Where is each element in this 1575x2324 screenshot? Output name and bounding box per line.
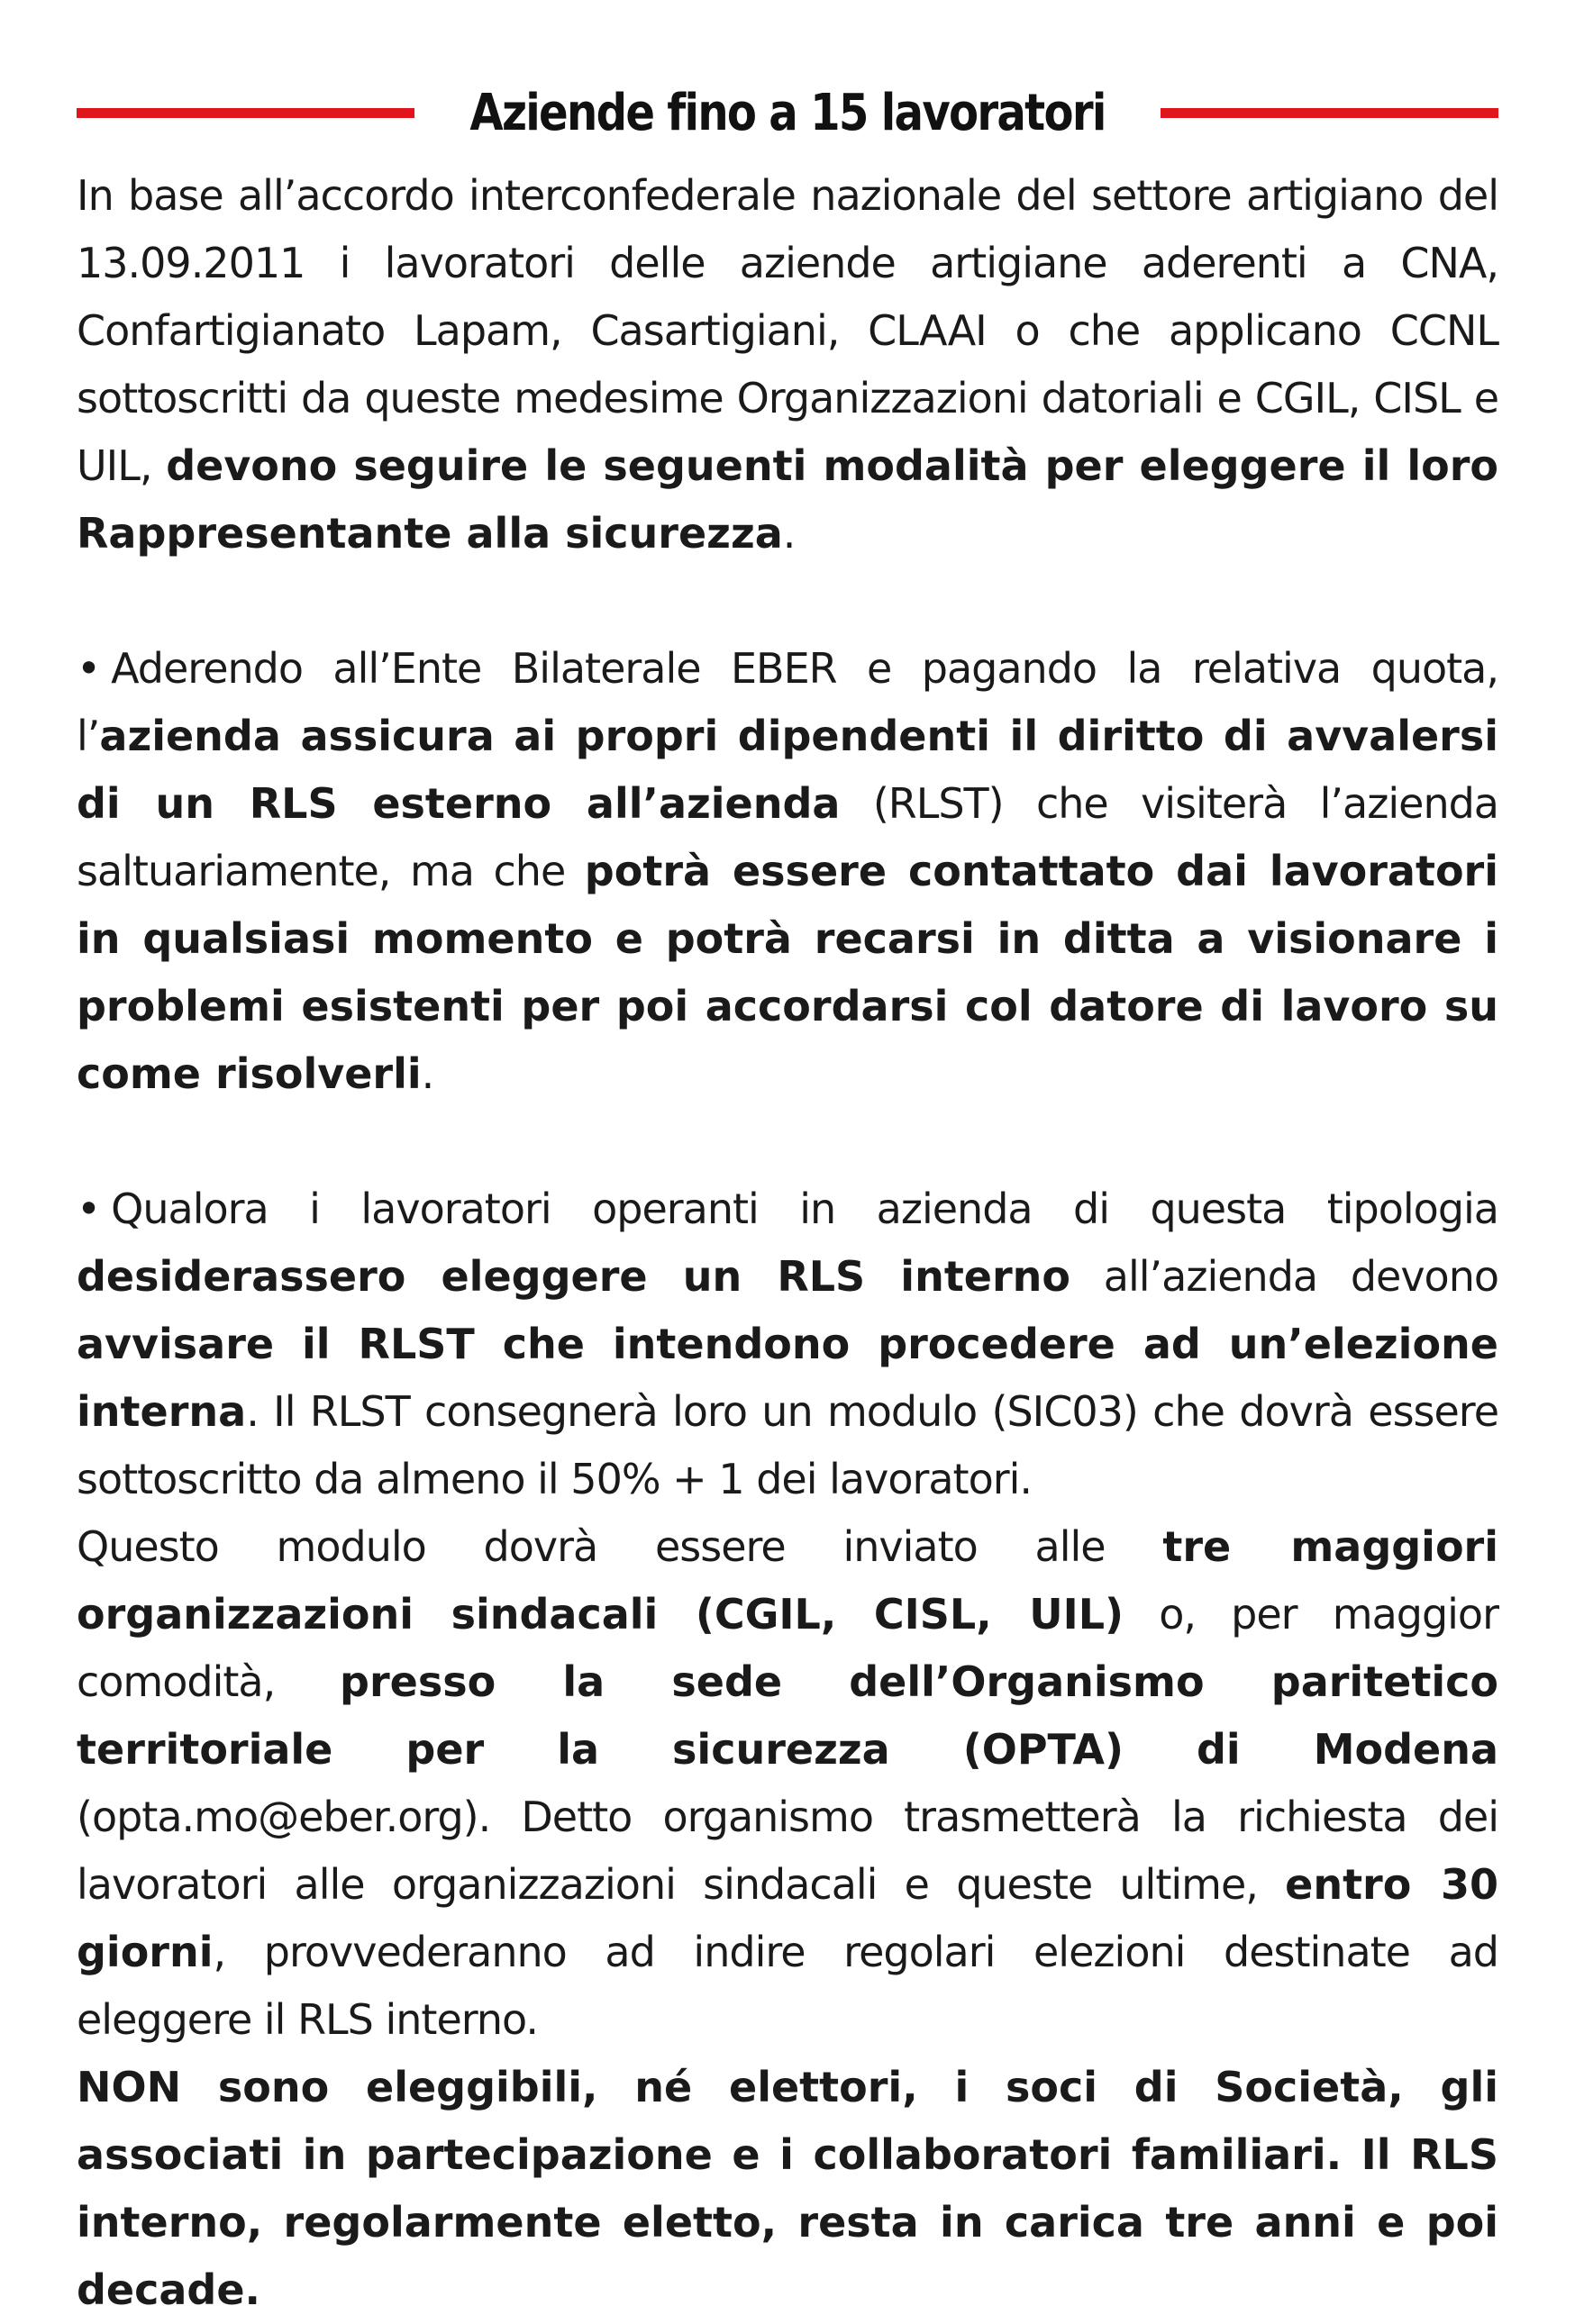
right-red-rule — [1161, 108, 1498, 118]
left-red-rule — [77, 108, 414, 118]
para3-text-3: (opta.mo@eber.org). Detto organismo trasmetterà la richiesta dei lavoratori alle organizzazioni sindacali e queste ultime, — [77, 1793, 1498, 1909]
para3-text-1: Questo modulo dovrà essere inviato alle — [77, 1522, 1163, 1571]
bullet2-text-3: . Il RLST consegnerà loro un modulo (SIC03) che dovrà essere sottoscritto da almeno il 50% + 1 dei lavoratori. — [77, 1387, 1498, 1503]
para3-bold-3: entro 30 giorni — [77, 1860, 1498, 1976]
bullet1-bold-2: potrà essere contattato dai lavoratori in qualsiasi momento e potrà recarsi in ditta a visionare i problemi esistenti per poi accordarsi col datore di lavoro su come risolverli — [77, 847, 1498, 1098]
intro-text-1: In base all’accordo interconfederale nazionale del settore artigiano del 13.09.2011 i lavoratori delle aziende artigiane aderenti a CNA, Confartigianato Lapam, Casartigiani, CLAAI o che applicano CCNL sottoscritti da queste medesime Organizzazioni datoriali e CGIL, CISL e UIL, — [77, 171, 1498, 490]
page-title: Aziende fino a 15 lavoratori — [469, 83, 1106, 142]
bullet1-bold-1: azienda assicura ai propri dipendenti il diritto di avvalersi di un RLS esterno all’azienda — [77, 712, 1498, 828]
bullet1-text-3: . — [421, 1049, 434, 1098]
para3-bold-2: presso la sede dell’Organismo paritetico territoriale per la sicurezza (OPTA) di Modena — [77, 1657, 1498, 1774]
spacer — [77, 1108, 1498, 1176]
bullet-paragraph-eber — [77, 635, 1498, 1108]
para4-bold-1: NON sono eleggibili, né elettori, i soci di Società, gli associati in partecipazione e i collaboratori familiari. Il RLS interno, regolarmente eletto, resta in carica tre anni e poi decade. — [77, 2063, 1498, 2314]
bullet-paragraph-rls-interno — [77, 1176, 1498, 1513]
bullet2-bold-2: avvisare il RLST che intendono procedere ad un’elezione interna — [77, 1320, 1498, 1436]
bullet-icon: • — [77, 644, 101, 693]
modulo-paragraph — [77, 1513, 1498, 2054]
spacer — [77, 567, 1498, 635]
bullet1-text-2: (RLST) che visiterà l’azienda saltuariamente, ma che — [77, 779, 1498, 895]
document-page — [77, 63, 1498, 2324]
para3-text-2: o, per maggior comodità, — [77, 1590, 1498, 1706]
para3-bold-1: tre maggiori organizzazioni sindacali (CGIL, CISL, UIL) — [77, 1522, 1498, 1639]
non-eleggibili-paragraph — [77, 2054, 1498, 2324]
bullet2-bold-1: desiderassero eleggere un RLS interno — [77, 1252, 1071, 1301]
bullet2-text-1: Qualora i lavoratori operanti in azienda di questa tipologia — [111, 1185, 1498, 1233]
intro-text-2: . — [782, 509, 796, 558]
bullet1-text-1: Aderendo all’Ente Bilaterale EBER e pagando la relativa quota, l’ — [77, 644, 1498, 760]
bullet2-text-2: all’azienda devono — [1070, 1252, 1498, 1301]
bullet-icon: • — [77, 1185, 101, 1233]
intro-bold-1: devono seguire le seguenti modalità per eleggere il loro Rappresentante alla sicurezza — [77, 441, 1498, 558]
intro-paragraph — [77, 162, 1498, 567]
para3-text-4: , provvederanno ad indire regolari elezioni destinate ad eleggere il RLS interno. — [77, 1928, 1498, 2044]
title-row — [77, 63, 1498, 162]
